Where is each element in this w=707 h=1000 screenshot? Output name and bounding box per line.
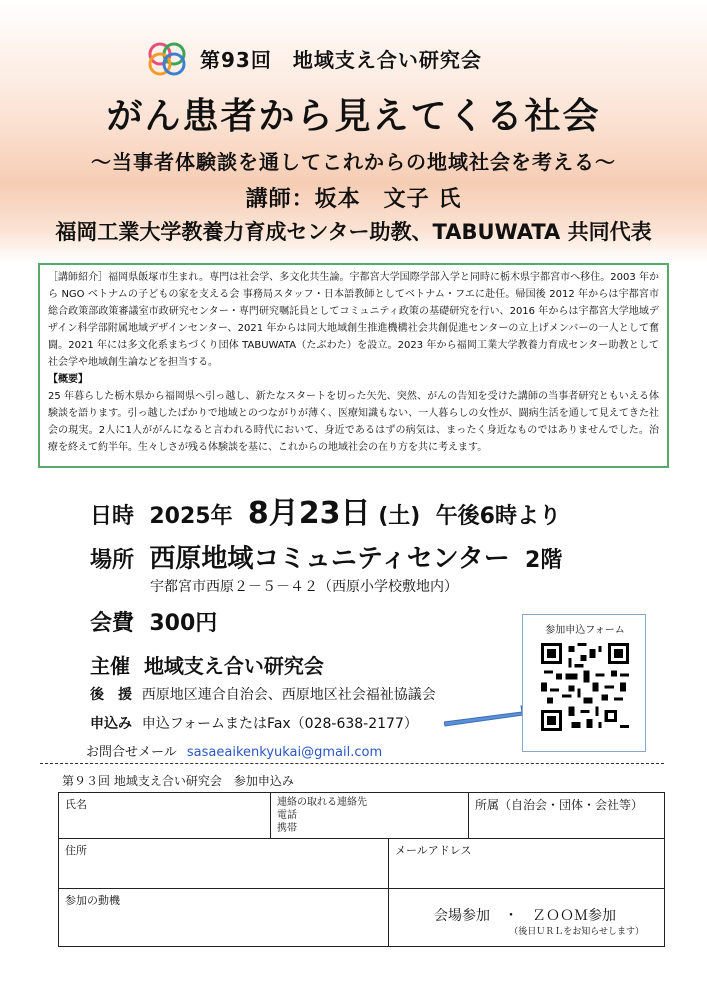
participation-choice[interactable]: 会場参加 ・ ＺＯＯＭ参加 [434,908,616,924]
inquiry-line [86,741,382,760]
event-apply [90,713,418,733]
event-fee [90,606,217,637]
address-label: 住所 [65,844,87,857]
contact-label: 連絡の取れる連絡先 [277,797,367,808]
inquiry-label: お問合せメール [86,745,177,760]
event-year: 2025年 [149,504,233,529]
support-label: 後 援 [90,687,132,703]
qr-code-icon[interactable] [541,643,629,731]
affiliation-field[interactable] [469,793,664,839]
apply-label: 申込み [90,716,132,732]
inquiry-email-link[interactable]: sasaeaikenkyukai@gmail.com [186,745,383,760]
overview-text: 25 年暮らした栃木県から福岡県へ引っ越し、新たなスタートを切った矢先、突然、がんの告知を受けた講師の当事者研究ともいえる体験談を語ります。引っ越したばかりで地域とのつながりが薄く、医療知識もない、一人暮らしの女性が、闘病生活を通して見えてきた社会の現実。2人に1人ががんになると言われる時代において、身近であるはずの病気は、まったく身近なものではありませんでした。治療を終えて約半年。生々しさが残る体験談を基に、これからの地域社会の在り方を共に考えます。 [48,391,659,453]
event-support [90,684,436,704]
event-venue [90,538,562,575]
sub-title: ～当事者体験談を通してこれからの地域社会を考える～ [91,150,616,174]
email-label: メールアドレス [395,844,472,857]
motive-label: 参加の動機 [65,894,120,907]
host-name: 地域支え合い研究会 [143,654,324,678]
name-label: 氏名 [65,798,87,811]
address-field[interactable] [59,839,389,889]
event-host [90,650,324,679]
cutting-line [40,763,664,764]
name-field[interactable] [59,793,271,839]
overview-label: 【概要】 [48,374,88,385]
venue-name: 西原地域コミュニティセンター [149,544,510,574]
participation-note: （後日ＵＲＬをお知らせします） [509,927,644,937]
phone-label: 電話 [277,810,297,821]
series-title: 第93回 地域支え合い研究会 [200,48,482,72]
event-weekday: (土) [378,504,421,529]
event-time: 午後6時より [435,504,561,529]
host-label: 主催 [90,654,130,678]
contact-field[interactable] [271,793,469,839]
email-field[interactable] [389,839,664,889]
fee-label: 会費 [90,611,135,636]
event-date: 8月23日 [247,496,371,531]
venue-floor: 2階 [525,548,563,573]
event-datetime [90,488,561,532]
intro-box [38,263,669,468]
logo-rings-icon [146,40,188,78]
venue-address: 宇都宮市西原２－５－４２（西原小学校敷地内） [150,579,458,595]
mobile-label: 携帯 [277,823,297,834]
datetime-label: 日時 [90,504,135,529]
affiliation-label: 所属（自治会・団体・会社等） [475,798,644,812]
fee-value: 300円 [149,611,218,636]
apply-method: 申込フォームまたはFax（028-638-2177） [141,716,418,732]
qr-label: 参加申込フォーム [545,625,625,636]
form-title: 第９３回 地域支え合い研究会 参加申込み [62,774,294,788]
qr-box [522,614,646,752]
venue-label: 場所 [90,548,135,573]
motive-field[interactable] [59,889,389,946]
main-title: がん患者から見えてくる社会 [106,96,601,137]
lecturer-name: 講師：坂本 文子 氏 [245,187,462,212]
support-orgs: 西原地区連合自治会、西原地区社会福祉協議会 [141,687,436,703]
lecturer-affiliation: 福岡工業大学教養力育成センター助教、TABUWATA 共同代表 [55,220,652,244]
lecturer-profile: ［講師紹介］福岡県飯塚市生まれ。専門は社会学、多文化共生論。宇都宮大学国際学部入学と同時に栃木県宇都宮市へ移住。2003 年から NGO ベトナムの子どもの家を支える会 事務局スタッフ・日本語教師としてベトナム・フエに赴任。帰国後 2012 年からは宇都宮市総合政策部政策審議室市政研究センター・専門研究嘱託員としてコミュニティ政策の基礎研究を行い、2016 年からは宇都宮大学地域デザイン科学部附属地域デザインセンター、2021 年からは同大地域創生推進機構社会共創促進センターの立上げメンバーの一人として奮闘。2021 年には多文化系まちづくり団体 TABUWATA（たぶわた）を設立。2023 年から福岡工業大学教養力育成センター助教として社会学や地域創生論などを担当する。 [48,272,659,368]
